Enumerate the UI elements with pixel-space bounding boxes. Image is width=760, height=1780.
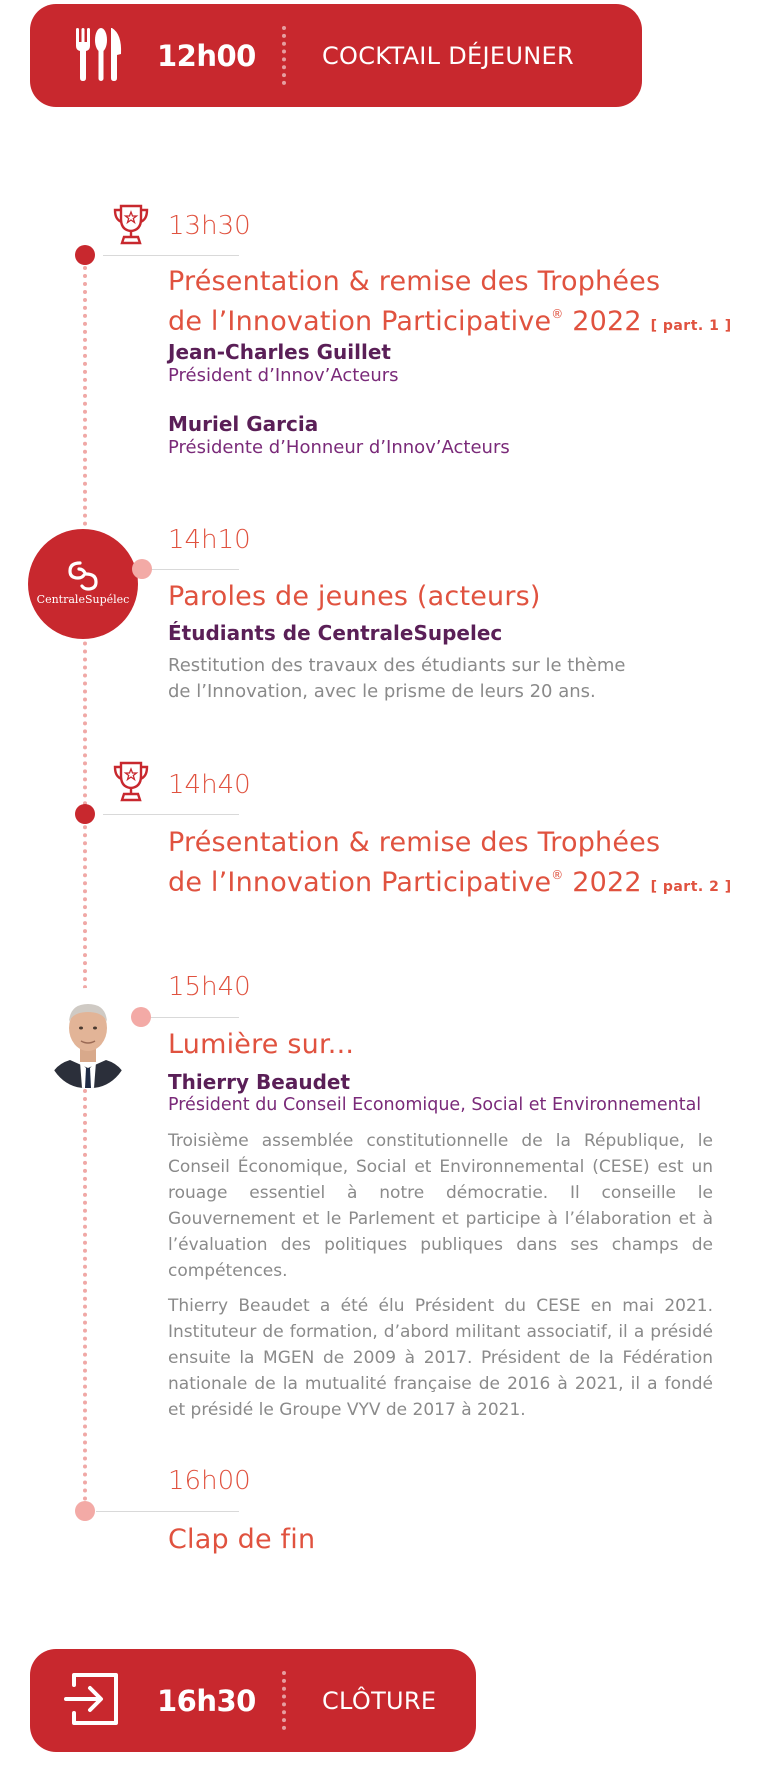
speaker-name: Thierry Beaudet: [168, 1070, 351, 1094]
lunch-time: 12h00: [157, 38, 256, 73]
trophy-icon: [112, 760, 150, 808]
closing-banner: [30, 1649, 476, 1752]
timeline-dot: [75, 1501, 95, 1521]
speaker-name: Muriel Garcia: [168, 412, 319, 436]
centralesupelec-logo: [28, 529, 138, 639]
speaker-name: Jean-Charles Guillet: [168, 340, 391, 364]
session-title: Lumière sur...: [168, 1029, 355, 1060]
speaker-photo: [46, 988, 130, 1088]
session-rule: [96, 1511, 239, 1512]
lunch-label: COCKTAIL DÉJEUNER: [322, 41, 574, 70]
trophy-icon: [112, 203, 150, 251]
closing-label: CLÔTURE: [322, 1686, 437, 1715]
speaker-bio-paragraph: Thierry Beaudet a été élu Président du CESE en mai 2021. Instituteur de formation, d’abord militant associatif, il a présidé ensuite la MGEN de 2009 à 2017. Président de la Fédération nationale de la mutualité française de 2016 à 2021, il a fondé et présidé le Groupe VYV de 2017 à 2021.: [168, 1296, 713, 1420]
timeline-dot: [75, 245, 95, 265]
session-time: 13h30: [168, 211, 251, 241]
session-title: Présentation & remise des Trophées de l’Innovation Participative® 2022 [ part. 1 ]: [168, 266, 732, 337]
banner-divider: [282, 1671, 286, 1730]
part-label: [ part. 1 ]: [650, 318, 732, 334]
session-description: Restitution des travaux des étudiants sur le thème de l’Innovation, avec le prisme de leurs 20 ans.: [168, 655, 626, 702]
session-rule: [140, 569, 239, 570]
session-time: 14h40: [168, 770, 251, 800]
session-time: 16h00: [168, 1466, 251, 1496]
session-title: Clap de fin: [168, 1524, 316, 1555]
timeline-line: [83, 250, 87, 1510]
speaker-role: Président d’Innov’Acteurs: [168, 365, 399, 386]
logo-text: CentraleSupélec: [36, 593, 130, 606]
session-title: Paroles de jeunes (acteurs): [168, 581, 541, 612]
timeline-dot: [131, 1007, 151, 1027]
banner-divider: [282, 26, 286, 85]
speaker-bio-paragraph: Troisième assemblée constitutionnelle de la République, le Conseil Économique, Social et Environnemental (CESE) est un rouage essentiel à notre démocratie. Il conseille le Gouvernement et le Parlement et participe à l’élaboration et à l’évaluation des politiques publiques dans ses champs de compétences.: [168, 1131, 713, 1281]
exit-icon: [64, 1671, 120, 1731]
session-subtitle: Étudiants de CentraleSupelec: [168, 621, 503, 645]
speaker-role: Président du Conseil Economique, Social et Environnemental: [168, 1095, 702, 1115]
session-rule: [103, 255, 239, 256]
speaker-role: Présidente d’Honneur d’Innov’Acteurs: [168, 437, 510, 458]
session-time: 14h10: [168, 525, 251, 555]
cutlery-icon: [74, 26, 124, 86]
part-label: [ part. 2 ]: [650, 879, 732, 895]
session-rule: [103, 814, 239, 815]
session-title: Présentation & remise des Trophées de l’Innovation Participative® 2022 [ part. 2 ]: [168, 827, 732, 898]
session-time: 15h40: [168, 972, 251, 1002]
session-rule: [140, 1017, 239, 1018]
lunch-banner: [30, 4, 642, 107]
timeline-dot: [75, 804, 95, 824]
timeline-dot: [132, 559, 152, 579]
closing-time: 16h30: [157, 1683, 256, 1718]
